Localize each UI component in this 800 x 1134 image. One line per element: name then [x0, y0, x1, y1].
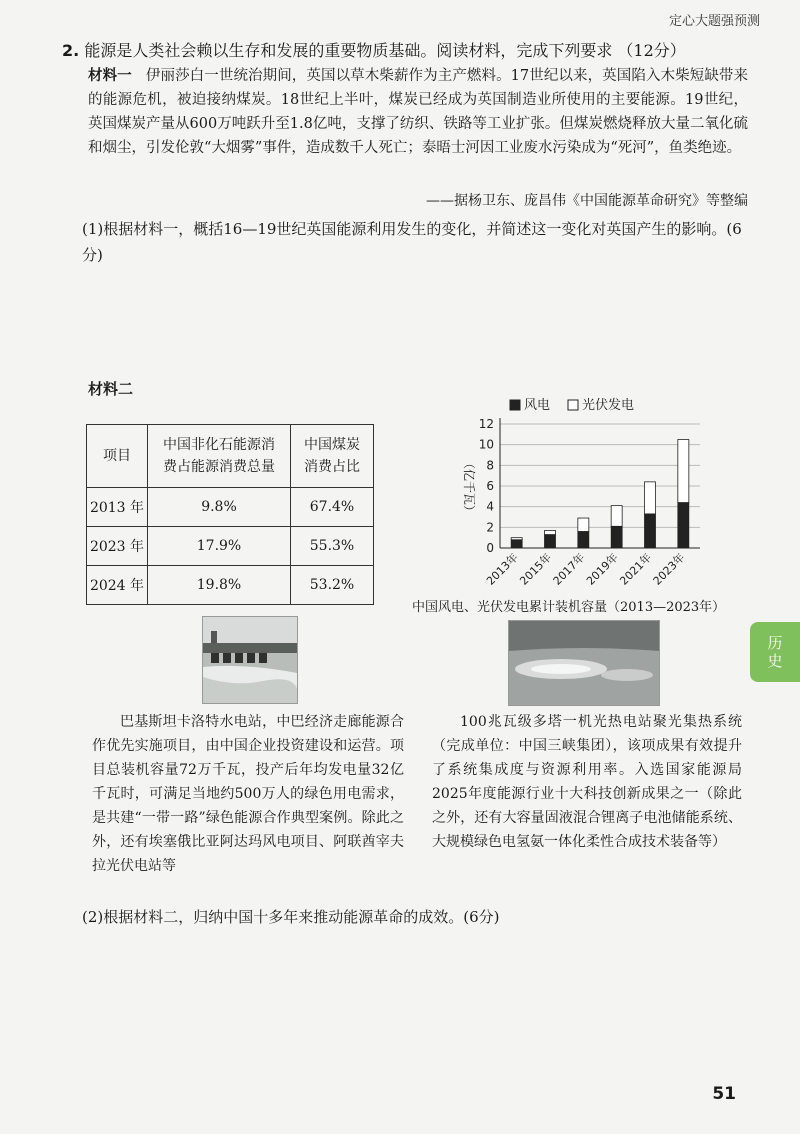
table-cell-coal: 55.3% — [291, 527, 374, 566]
table-cell-coal: 67.4% — [291, 488, 374, 527]
x-tick-label: 2019年 — [584, 550, 621, 588]
table-cell-nonfossil: 9.8% — [148, 488, 291, 527]
bar — [578, 531, 589, 548]
table-header-item: 项目 — [87, 425, 148, 488]
table-header-nonfossil-line1: 中国非化石能源消 — [163, 437, 275, 453]
sub-question-two: (2)根据材料二，归纳中国十多年来推动能源革命的成效。(6分) — [82, 908, 500, 926]
table-header-coal-line1: 中国煤炭 — [304, 437, 360, 453]
bar — [578, 518, 589, 531]
hydropower-caption: 巴基斯坦卡洛特水电站，中巴经济走廊能源合作优先实施项目，由中国企业投资建设和运营。项目总装机容量72万千瓦，投产后年均发电量32亿千瓦时，可满足当地约500万人的绿色用电需求，是共建“一带一路”绿色能源合作典型案例。除此之外，还有埃塞俄比亚阿达玛风电项目、阿联酋宰夫拉光伏电站等 — [92, 714, 404, 874]
subject-tab-line2: 史 — [767, 652, 783, 670]
y-tick-label: 4 — [486, 499, 494, 514]
sub-question-one: (1)根据材料一，概括16—19世纪英国能源利用发生的变化，并简述这一变化对英国产生的影响。(6分) — [82, 220, 742, 264]
table-cell-year: 2023 年 — [87, 527, 148, 566]
table-header-coal-line2: 消费占比 — [304, 459, 360, 475]
x-tick-label: 2013年 — [484, 550, 521, 588]
bar — [511, 538, 522, 540]
table-row — [87, 566, 374, 605]
legend-swatch — [568, 400, 578, 410]
legend-label: 光伏发电 — [582, 398, 635, 413]
x-tick-label: 2021年 — [617, 550, 655, 588]
table-header-coal — [291, 425, 374, 488]
y-tick-label: 2 — [486, 520, 494, 535]
bar — [645, 514, 656, 548]
legend-label: 风电 — [524, 398, 551, 413]
x-tick-label: 2023年 — [650, 550, 688, 588]
solar-thermal-photo — [508, 620, 660, 706]
table-cell-coal: 53.2% — [291, 566, 374, 605]
y-tick-label: 12 — [478, 417, 494, 431]
bar — [545, 535, 556, 548]
y-tick-label: 0 — [486, 541, 494, 555]
chart-caption: 中国风电、光伏发电累计装机容量（2013—2023年） — [412, 600, 726, 615]
solar-thermal-caption: 100兆瓦级多塔一机光热电站聚光集热系统（完成单位：中国三峡集团），该项成果有效提升了系统集成度与资源利用率。入选国家能源局2025年度能源行业十大科技创新成果之一（除此之外，还有大容量固液混合锂离子电池储能系统、大规模绿色电氢氨一体化柔性合成技术装备等） — [432, 714, 742, 850]
question-text: 能源是人类社会赖以生存和发展的重要物质基础。阅读材料，完成下列要求 — [84, 41, 613, 60]
material-one-source: ——据杨卫东、庞昌伟《中国能源革命研究》等整编 — [426, 193, 748, 209]
page-number: 51 — [712, 1084, 736, 1104]
material-two-label: 材料二 — [88, 380, 134, 398]
y-tick-label: 6 — [486, 479, 494, 493]
table-cell-nonfossil: 19.8% — [148, 566, 291, 605]
bar — [645, 482, 656, 514]
table-header-nonfossil — [148, 425, 291, 488]
table-row — [87, 488, 374, 527]
y-tick-label: 8 — [486, 458, 494, 473]
bar — [545, 530, 556, 534]
y-axis-label: （亿千瓦） — [462, 456, 476, 518]
x-tick-label: 2017年 — [550, 550, 588, 588]
table-row — [87, 527, 374, 566]
material-one-text: 伊丽莎白一世统治期间，英国以草木柴薪作为主产燃料。17世纪以来，英国陷入木柴短缺带来的能源危机，被迫接纳煤炭。18世纪上半叶，煤炭已经成为英国制造业所使用的主要能源。19世纪，英国煤炭产量从600万吨跃升至1.8亿吨，支撑了纺织、铁路等工业扩张。但煤炭燃烧释放大量二氧化硫和烟尘，引发伦敦“大烟雾”事件，造成数千人死亡；泰晤士河因工业废水污染成为“死河”，鱼类绝迹。 — [88, 68, 749, 156]
x-tick-label: 2015年 — [517, 550, 555, 588]
bar — [678, 503, 689, 548]
y-tick-label: 10 — [478, 437, 494, 452]
material-one-label: 材料一 — [88, 68, 132, 84]
capacity-chart — [455, 392, 705, 597]
table-cell-year: 2013 年 — [87, 488, 148, 527]
subject-tab — [750, 622, 800, 682]
energy-table — [86, 424, 374, 605]
subject-tab-line1: 历 — [767, 634, 783, 652]
question-score: （12分） — [617, 41, 686, 60]
question-title — [62, 38, 686, 61]
bar — [611, 526, 622, 548]
question-number: 2. — [62, 41, 80, 60]
table-cell-year: 2024 年 — [87, 566, 148, 605]
header-title: 定心大题强预测 — [668, 14, 760, 29]
legend-swatch — [510, 400, 520, 410]
material-one — [88, 64, 748, 160]
bar — [511, 540, 522, 548]
hydropower-photo — [202, 616, 298, 704]
bar — [678, 440, 689, 503]
table-header-nonfossil-line2: 费占能源消费总量 — [163, 459, 275, 475]
table-cell-nonfossil: 17.9% — [148, 527, 291, 566]
bar — [611, 506, 622, 527]
